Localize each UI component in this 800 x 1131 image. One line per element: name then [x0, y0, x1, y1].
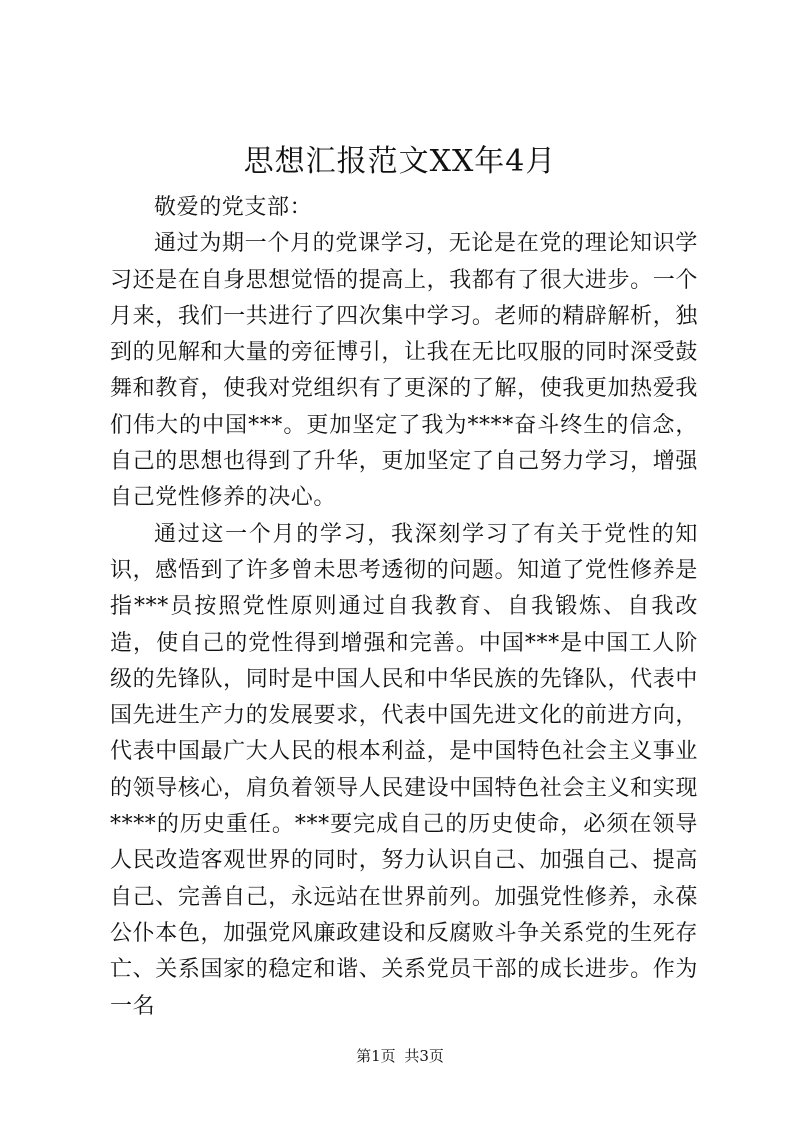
page-total: 共3页 [404, 1047, 444, 1065]
document-title: 思想汇报范文XX年4月 [243, 144, 557, 179]
paragraph: 通过为期一个月的党课学习，无论是在党的理论知识学习还是在自身思想觉悟的提高上，我都有了很大进步。一个月来，我们一共进行了四次集中学习。老师的精辟解析，独到的见解和大量的旁征博引，让我在无比叹服的同时深受鼓舞和教育，使我对党组织有了更深的了解，使我更加热爱我们伟大的中国***。更加坚定了我为****奋斗终生的信念，自己的思想也得到了升华，更加坚定了自己努力学习，增强自己党性修养的决心。 [110, 231, 698, 511]
page-number: 第1页 [356, 1047, 396, 1065]
paragraph: 通过这一个月的学习，我深刻学习了有关于党性的知识，感悟到了许多曾未思考透彻的问题。知道了党性修养是指***员按照党性原则通过自我教育、自我锻炼、自我改造，使自己的党性得到增强和完善。中国***是中国工人阶级的先锋队，同时是中国人民和中华民族的先锋队，代表中国先进生产力的发展要求，代表中国先进文化的前进方向，代表中国最广大人民的根本利益，是中国特色社会主义事业的领导核心，肩负着领导人民建设中国特色社会主义和实现****的历史重任。***要完成自己的历史使命，必须在领导人民改造客观世界的同时，努力认识自己、加强自己、提高自己、完善自己，永远站在世界前列。加强党性修养，永葆公仆本色，加强党风廉政建设和反腐败斗争关系党的生死存亡、关系国家的稳定和谐、关系党员干部的成长进步。作为一名 [110, 521, 698, 1019]
document-body [110, 190, 698, 1025]
salutation: 敬爱的党支部： [154, 195, 313, 220]
page-footer [0, 1046, 800, 1066]
